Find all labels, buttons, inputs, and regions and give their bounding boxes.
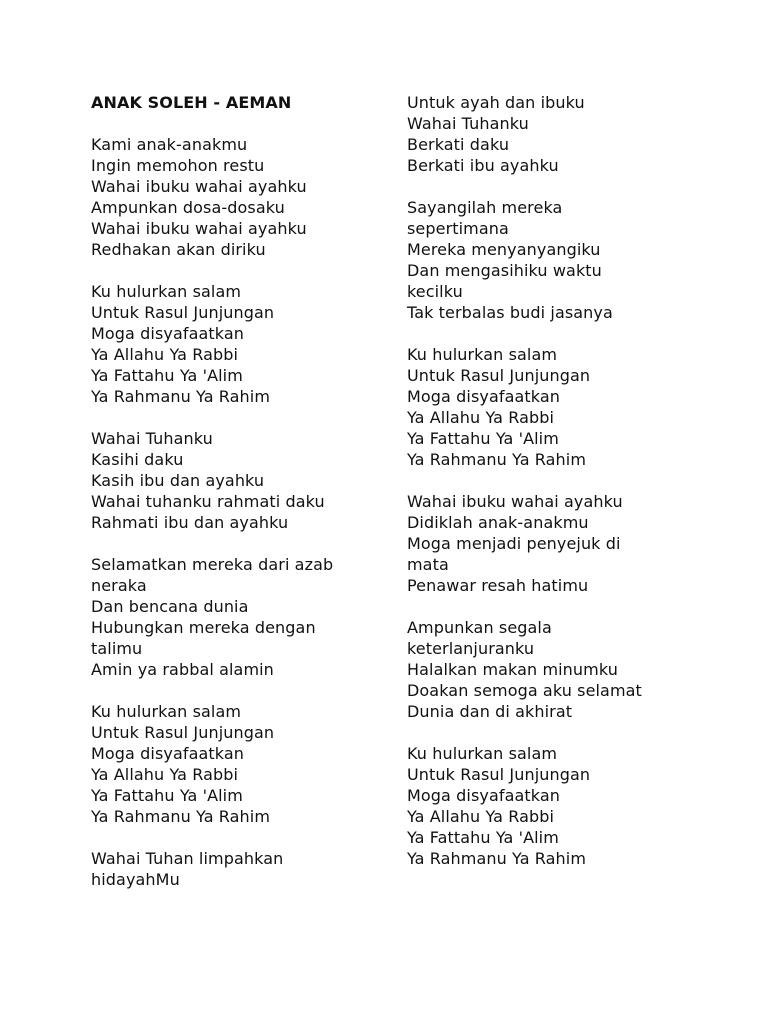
lyric-line: Wahai tuhanku rahmati daku <box>91 492 325 511</box>
lyric-line: Redhakan akan diriku <box>91 240 266 259</box>
stanza-gap <box>407 596 707 617</box>
lyric-line: Mereka menyanyangiku <box>407 240 601 259</box>
lyric-line: Moga menjadi penyejuk di <box>407 534 621 553</box>
lyric-line: Untuk Rasul Junjungan <box>407 366 591 385</box>
lyric-line: Sayangilah mereka <box>407 198 563 217</box>
stanza-gap <box>91 680 391 701</box>
lyric-line: Dan bencana dunia <box>91 597 249 616</box>
stanza-gap <box>91 533 391 554</box>
stanza <box>407 92 707 176</box>
lyric-line: Ku hulurkan salam <box>407 744 558 763</box>
stanza-gap <box>407 176 707 197</box>
lyric-line: Untuk ayah dan ibuku <box>407 93 585 112</box>
stanza-gap <box>91 407 391 428</box>
stanza-gap <box>407 470 707 491</box>
lyric-line: Moga disyafaatkan <box>91 324 244 343</box>
stanza-gap <box>91 827 391 848</box>
lyric-line: Moga disyafaatkan <box>407 387 560 406</box>
stanza <box>407 491 707 596</box>
stanza-gap <box>91 113 391 134</box>
lyric-line: Ya Allahu Ya Rabbi <box>407 807 555 826</box>
left-column <box>91 92 391 890</box>
lyric-line: Didiklah anak-anakmu <box>407 513 589 532</box>
lyric-line: Ya Fattahu Ya 'Alim <box>407 828 559 847</box>
right-column <box>407 92 707 869</box>
lyric-line: Ya Rahmanu Ya Rahim <box>91 387 271 406</box>
lyric-line: Ya Fattahu Ya 'Alim <box>91 366 243 385</box>
lyric-line: Wahai ibuku wahai ayahku <box>91 177 307 196</box>
lyric-line: neraka <box>91 576 147 595</box>
stanza <box>91 428 391 533</box>
lyric-line: Untuk Rasul Junjungan <box>91 723 275 742</box>
lyric-line: Ku hulurkan salam <box>91 282 242 301</box>
lyric-line: Hubungkan mereka dengan <box>91 618 316 637</box>
lyric-line: Rahmati ibu dan ayahku <box>91 513 289 532</box>
lyric-line: Moga disyafaatkan <box>407 786 560 805</box>
stanza <box>407 344 707 470</box>
lyric-line: Ya Allahu Ya Rabbi <box>407 408 555 427</box>
lyric-line: Wahai ibuku wahai ayahku <box>407 492 623 511</box>
lyric-line: Wahai ibuku wahai ayahku <box>91 219 307 238</box>
lyric-line: Wahai Tuhan limpahkan <box>91 849 284 868</box>
lyric-line: Ya Fattahu Ya 'Alim <box>91 786 243 805</box>
lyric-line: Doakan semoga aku selamat <box>407 681 642 700</box>
lyric-line: sepertimana <box>407 219 509 238</box>
stanza-gap <box>91 260 391 281</box>
stanza-gap <box>407 722 707 743</box>
lyric-line: Ampunkan segala <box>407 618 552 637</box>
lyric-line: Selamatkan mereka dari azab <box>91 555 334 574</box>
lyric-line: Ya Rahmanu Ya Rahim <box>407 849 587 868</box>
stanza <box>91 848 391 890</box>
lyric-line: Amin ya rabbal alamin <box>91 660 274 679</box>
lyric-line: Kasihi daku <box>91 450 184 469</box>
lyric-line: Moga disyafaatkan <box>91 744 244 763</box>
lyric-line: Berkati ibu ayahku <box>407 156 559 175</box>
lyric-line: talimu <box>91 639 143 658</box>
stanza <box>91 281 391 407</box>
lyric-line: Wahai Tuhanku <box>91 429 213 448</box>
lyric-line: Ingin memohon restu <box>91 156 265 175</box>
lyric-line: keterlanjuranku <box>407 639 535 658</box>
lyric-line: Ya Rahmanu Ya Rahim <box>91 807 271 826</box>
stanza <box>91 134 391 260</box>
lyric-line: hidayahMu <box>91 870 180 889</box>
lyric-line: Ya Allahu Ya Rabbi <box>91 765 239 784</box>
lyric-line: Kami anak-anakmu <box>91 135 248 154</box>
song-title: ANAK SOLEH - AEMAN <box>91 93 292 112</box>
lyric-line: Dan mengasihiku waktu <box>407 261 602 280</box>
stanza <box>407 197 707 323</box>
lyric-line: Untuk Rasul Junjungan <box>407 765 591 784</box>
stanza <box>407 743 707 869</box>
lyric-line: Tak terbalas budi jasanya <box>407 303 613 322</box>
lyric-line: Halalkan makan minumku <box>407 660 618 679</box>
lyric-line: Ku hulurkan salam <box>91 702 242 721</box>
lyric-line: mata <box>407 555 449 574</box>
stanza <box>407 617 707 722</box>
lyric-line: Dunia dan di akhirat <box>407 702 573 721</box>
lyric-line: Ku hulurkan salam <box>407 345 558 364</box>
lyric-line: Ya Fattahu Ya 'Alim <box>407 429 559 448</box>
stanza <box>91 701 391 827</box>
lyric-line: Berkati daku <box>407 135 510 154</box>
stanza-gap <box>407 323 707 344</box>
lyric-line: Wahai Tuhanku <box>407 114 529 133</box>
stanza <box>91 554 391 680</box>
lyric-line: kecilku <box>407 282 463 301</box>
lyric-line: Untuk Rasul Junjungan <box>91 303 275 322</box>
lyric-line: Penawar resah hatimu <box>407 576 589 595</box>
lyric-line: Ya Rahmanu Ya Rahim <box>407 450 587 469</box>
lyric-line: Ampunkan dosa-dosaku <box>91 198 285 217</box>
lyric-line: Ya Allahu Ya Rabbi <box>91 345 239 364</box>
lyric-line: Kasih ibu dan ayahku <box>91 471 265 490</box>
